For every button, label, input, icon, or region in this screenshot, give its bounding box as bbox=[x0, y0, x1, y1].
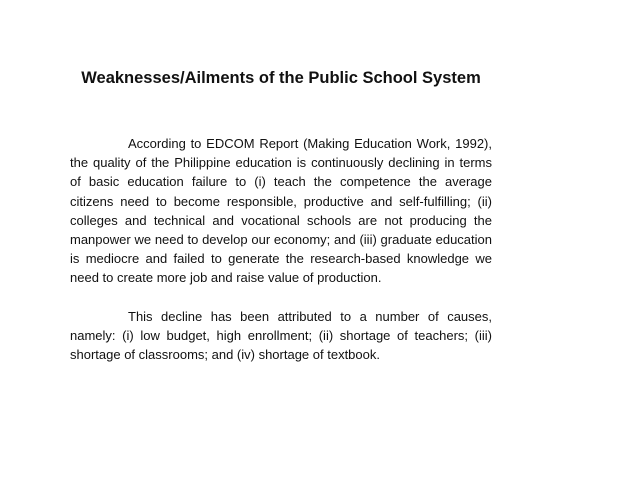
slide-body bbox=[70, 134, 492, 364]
paragraph-edcom-report: According to EDCOM Report (Making Education Work, 1992), the quality of the Philippine education is continuously declining in terms of basic education failure to (i) teach the competence the average citizens need to become responsible, productive and self-fulfilling; (ii) colleges and technical and vocational schools are not producing the manpower we need to develop our economy; and (iii) graduate education is mediocre and failed to generate the research-based knowledge we need to create more job and raise value of production. bbox=[70, 136, 492, 286]
slide-title: Weaknesses/Ailments of the Public School System bbox=[81, 69, 481, 87]
paragraph-decline-causes: This decline has been attributed to a number of causes, namely: (i) low budget, high enrollment; (ii) shortage of teachers; (iii) shortage of classrooms; and (iv) shortage of textbook. bbox=[70, 308, 492, 363]
